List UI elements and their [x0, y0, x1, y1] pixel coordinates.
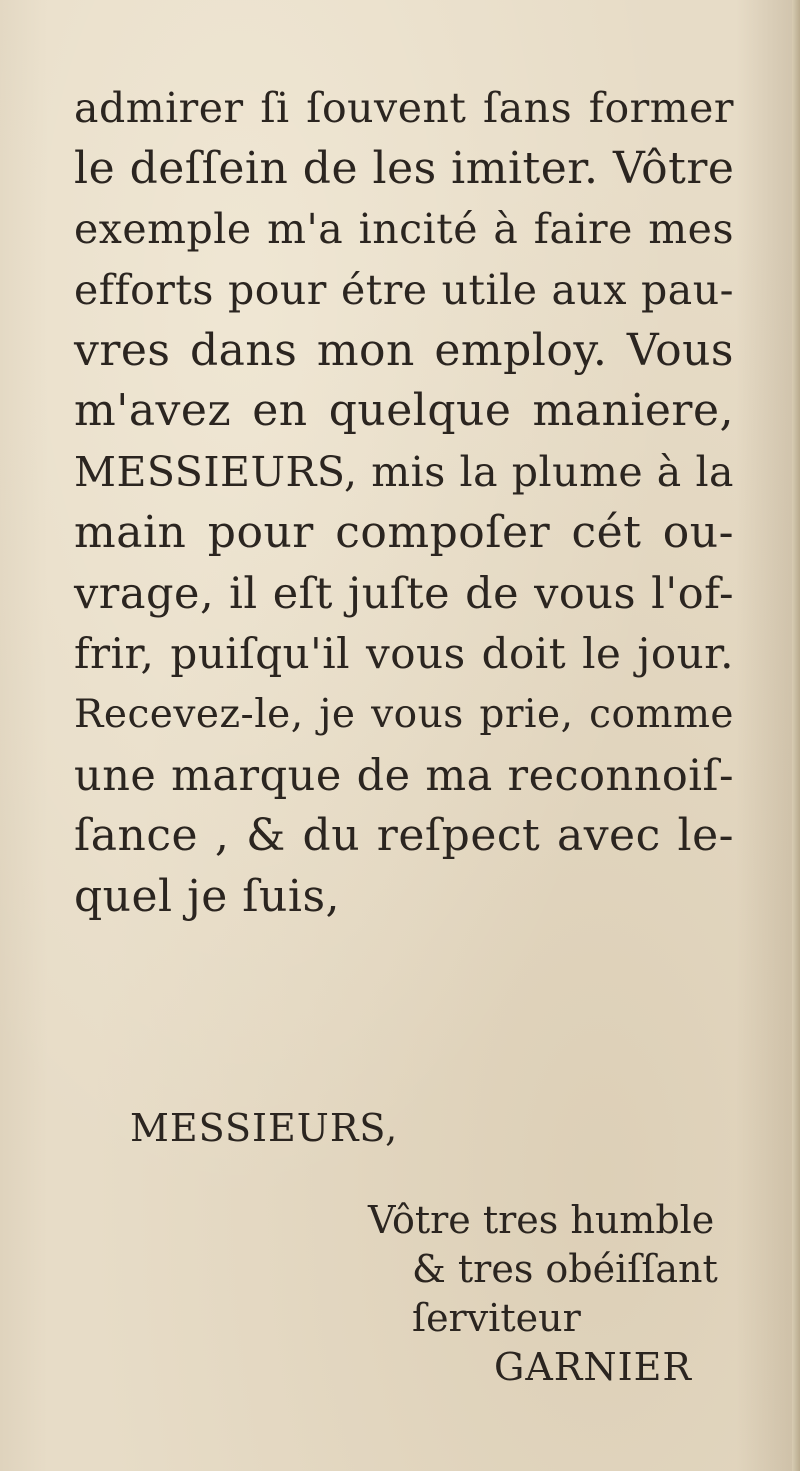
text-line: ſance , & du reſpect avec le-: [74, 810, 734, 862]
body-paragraph: [74, 78, 734, 928]
text-line: Recevez-le, je vous prie, comme: [74, 691, 734, 737]
text-line: main pour compoſer cét ou-: [74, 506, 734, 558]
text-line: admirer ſi ſouvent ſans former: [74, 84, 734, 132]
text-line: une marque de ma reconnoiſ-: [74, 750, 734, 801]
signature-line: ſerviteur: [412, 1296, 581, 1340]
text-line: le deſſein de les imiter. Vôtre: [74, 142, 735, 194]
signature-line: Vôtre tres humble: [368, 1198, 715, 1242]
salutation: MESSIEURS,: [130, 1106, 399, 1150]
text-line: m'avez en quelque maniere,: [74, 385, 734, 437]
text-line: exemple m'a incité à faire mes: [74, 205, 734, 254]
page-edge: [792, 0, 800, 1471]
text-line: quel je ſuis,: [74, 870, 341, 922]
text-line: efforts pour étre utile aux pau-: [74, 266, 734, 315]
text-line: MESSIEURS, mis la plume à la: [74, 448, 734, 497]
text-line: frir, puiſqu'il vous doit le jour.: [74, 629, 734, 679]
signature-line: & tres obéiſſant: [412, 1247, 718, 1291]
text-line: vrage, il eſt juſte de vous l'of-: [74, 568, 734, 619]
signer-name: GARNIER: [494, 1345, 693, 1389]
signature-block: [368, 1196, 748, 1392]
text-line: vres dans mon employ. Vous: [74, 324, 734, 376]
